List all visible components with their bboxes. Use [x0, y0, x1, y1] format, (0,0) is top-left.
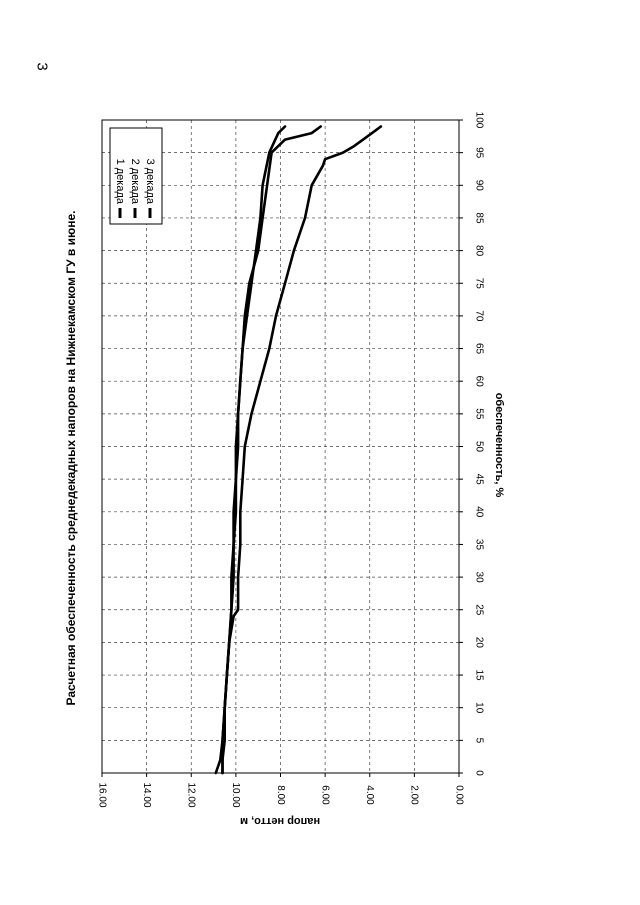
y-tick-label: 12.00 [185, 782, 197, 808]
legend-label-1: 1 декада [114, 158, 127, 204]
x-tick-label: 70 [473, 310, 485, 322]
x-tick-label: 95 [473, 147, 485, 159]
x-tick-label: 80 [473, 245, 485, 257]
x-tick-label: 55 [473, 408, 485, 420]
x-tick-label: 90 [473, 179, 485, 191]
x-tick-label: 15 [473, 669, 485, 681]
y-tick-labels [96, 782, 464, 807]
y-tick-label: 4.00 [364, 785, 376, 805]
x-tick-label: 25 [473, 604, 485, 616]
x-tick-label: 65 [473, 342, 485, 355]
chart-title: Расчетная обеспеченность среднедекадных напоров на Нижнекамском ГУ в июне. [64, 210, 78, 706]
x-tick-label: 75 [473, 277, 485, 289]
y-tick-label: 0.00 [453, 785, 465, 805]
y-tick-label: 10.00 [230, 782, 242, 808]
x-tick-label: 45 [473, 473, 485, 485]
series-line-3 [223, 127, 381, 774]
x-tick-label: 60 [473, 375, 485, 387]
x-tick-label: 0 [473, 770, 485, 776]
x-tick-label: 10 [473, 702, 485, 714]
y-tick-label: 2.00 [408, 785, 420, 805]
y-tick-label: 8.00 [274, 785, 286, 805]
series-line-2 [216, 127, 321, 774]
x-tick-label: 20 [473, 636, 485, 648]
page-number: 3 [33, 62, 51, 71]
y-tick-label: 6.00 [319, 785, 331, 805]
x-tick-label: 30 [473, 571, 485, 583]
x-tick-label: 40 [473, 506, 485, 518]
x-tick-label: 5 [473, 737, 485, 744]
series-line-1 [223, 127, 286, 774]
legend-label-3: 3 декада [144, 158, 157, 204]
series-layer [216, 127, 381, 774]
x-tick-label: 35 [473, 538, 485, 551]
x-axis-label: обеспеченность, % [493, 392, 505, 498]
x-tick-label: 85 [473, 212, 485, 224]
y-tick-label: 14.00 [140, 782, 152, 808]
legend-label-2: 2 декада [129, 158, 142, 204]
y-tick-label: 16.00 [96, 782, 108, 808]
legend [110, 128, 162, 224]
x-tick-labels [473, 112, 484, 777]
x-tick-label: 50 [473, 440, 485, 453]
x-tick-label: 100 [473, 111, 485, 129]
y-axis-label: напор нетто, м [239, 815, 321, 827]
